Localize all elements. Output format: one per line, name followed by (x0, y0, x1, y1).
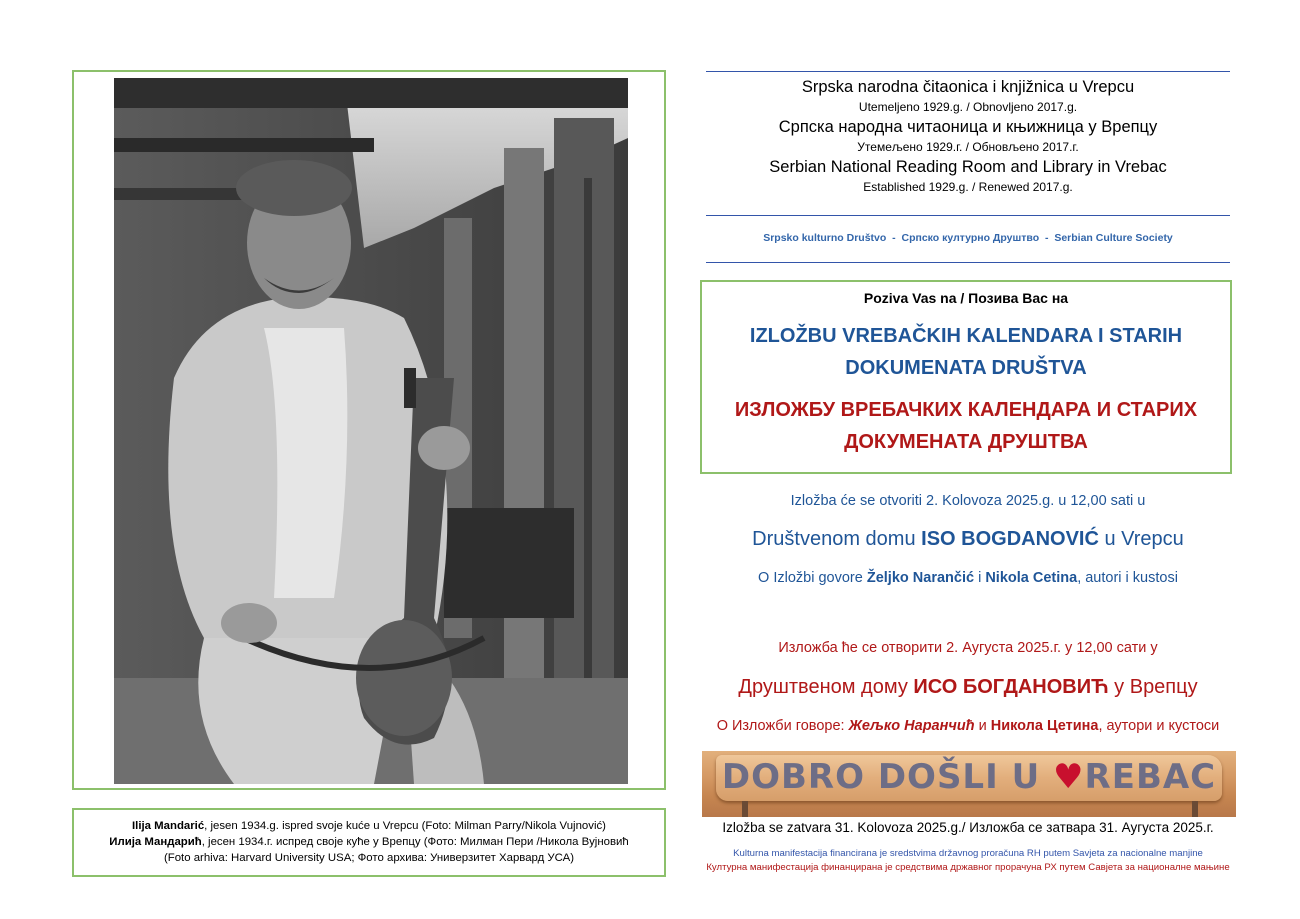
title-cyrillic-line-1: ИЗЛОЖБУ ВРЕБАЧКИХ КАЛЕНДАРА И СТАРИХ (734, 399, 1198, 421)
title-latin-line-1: IZLOŽBU VREBAČKIH KALENDARA I STARIH (749, 325, 1183, 347)
org-name-english: Serbian National Reading Room and Library in Vrebac (769, 158, 1167, 176)
caption-name-cyrillic: Илија Мандарић (109, 836, 202, 848)
caption-rest-latin: , jesen 1934.g. ispred svoje kuće u Vrepcu (Foto: Milman Parry/Nikola Vujnović) (204, 820, 606, 832)
speaker-2-cyrillic: Никола Цетина (990, 718, 1099, 734)
venue-name-cyrillic: ИСО БОГДАНОВИЋ (913, 676, 1109, 698)
sign-legs (702, 801, 1236, 817)
caption-line-latin (74, 818, 664, 834)
divider-bottom (706, 262, 1230, 263)
speakers-and-cyrillic: и (974, 718, 991, 734)
venue-pre-cyrillic: Друштвеном дому (738, 676, 914, 698)
society-line (700, 232, 1236, 244)
caption-name-latin: Ilija Mandarić (132, 820, 205, 832)
divider-top (706, 71, 1230, 72)
speakers-post-latin: , autori i kustosi (1077, 570, 1178, 586)
sign-leg (1192, 801, 1198, 817)
photo-caption (72, 808, 666, 877)
society-separator: - (1039, 232, 1055, 244)
welcome-sign-text (716, 757, 1222, 797)
society-english: Serbian Culture Society (1054, 232, 1173, 244)
funding-note-latin: Kulturna manifestacija financirana je sredstvima državnog proračuna RH putem Savjeta za nacionalne manjine (733, 848, 1203, 859)
society-latin: Srpsko kulturno Društvo (763, 232, 887, 244)
opening-info-cyrillic: Изложба ће се отворити 2. Аугуста 2025.г. у 12,00 сати у (778, 640, 1158, 656)
venue-post-cyrillic: у Врепцу (1108, 676, 1198, 698)
org-name-cyrillic: Српска народна читаоница и књижница у Врепцу (778, 118, 1158, 136)
speakers-latin (700, 570, 1236, 586)
closing-date-line: Izložba se zatvara 31. Kolovoza 2025.g./ Изложба се затвара 31. Аугуста 2025.г. (722, 820, 1214, 835)
caption-archive-line: (Foto arhiva: Harvard University USA; Фото архива: Универзитет Харвард УСА) (163, 852, 575, 864)
speakers-cyrillic (700, 718, 1236, 734)
venue-cyrillic (700, 676, 1236, 699)
welcome-sign-board (716, 755, 1222, 801)
venue-latin (700, 528, 1236, 551)
invitation-box (700, 280, 1232, 474)
sign-text-after: REBAC (1084, 757, 1217, 797)
venue-pre-latin: Društvenom domu (752, 528, 922, 550)
org-dates-english: Established 1929.g. / Renewed 2017.g. (863, 180, 1073, 194)
photo-frame (72, 70, 666, 790)
exhibition-title-latin (702, 320, 1230, 384)
society-cyrillic: Српско културно Друштво (901, 232, 1040, 244)
sign-text-before: DOBRO DOŠLI U (721, 757, 1054, 797)
org-dates-cyrillic: Утемељено 1929.г. / Обновљено 2017.г. (857, 140, 1079, 154)
opening-info-latin: Izložba će se otvoriti 2. Kolovoza 2025.g. u 12,00 sati u (790, 493, 1146, 509)
photo-illustration (114, 78, 628, 784)
org-name-latin: Srpska narodna čitaonica i knjižnica u Vrepcu (801, 78, 1135, 96)
historic-photo (114, 78, 628, 784)
sign-leg (742, 801, 748, 817)
divider-middle (706, 215, 1230, 216)
caption-rest-cyrillic: , јесен 1934.г. испред своје куће у Врепцу (Фото: Милман Пери /Никола Вујновић (201, 836, 629, 848)
speakers-pre-cyrillic: О Изложби говоре: (716, 718, 849, 734)
speaker-1-latin: Željko Narančić (866, 570, 975, 586)
exhibition-title-cyrillic (702, 394, 1230, 458)
speakers-pre-latin: O Izložbi govore (758, 570, 867, 586)
title-cyrillic-line-2: ДОКУМЕНАТА ДРУШТВА (844, 431, 1088, 453)
caption-line-cyrillic (74, 834, 664, 850)
funding-note-cyrillic: Културна манифестација финанцирана је средствима државног прорачуна РХ путем Савјета за националне мањине (706, 862, 1230, 873)
speaker-2-latin: Nikola Cetina (985, 570, 1078, 586)
venue-name-latin: ISO BOGDANOVIĆ (921, 528, 1099, 550)
society-separator: - (886, 232, 902, 244)
speaker-1-cyrillic: Жељко Наранчић (848, 718, 975, 734)
org-header (700, 76, 1236, 196)
org-dates-latin: Utemeljeno 1929.g. / Obnovljeno 2017.g. (858, 100, 1078, 114)
venue-post-latin: u Vrepcu (1098, 528, 1184, 550)
invite-line: Poziva Vas na / Позива Вас на (863, 290, 1069, 306)
speakers-and-latin: i (974, 570, 986, 586)
heart-icon: ♥ (1053, 757, 1085, 797)
speakers-post-cyrillic: , аутори и кустоси (1098, 718, 1220, 734)
welcome-sign-photo (702, 751, 1236, 817)
title-latin-line-2: DOKUMENATA DRUŠTVA (845, 357, 1087, 379)
